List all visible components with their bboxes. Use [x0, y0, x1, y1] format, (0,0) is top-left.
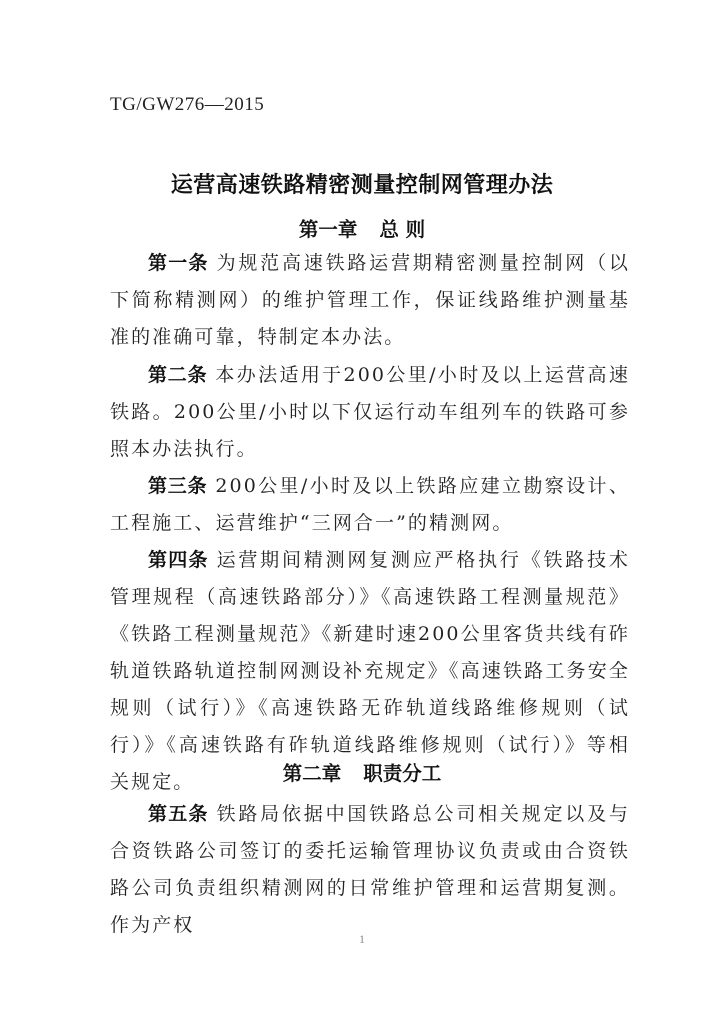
chapter-number: 第一章	[298, 218, 358, 241]
article-heading: 第四条	[148, 549, 209, 571]
article-text: 运营期间精测网复测应严格执行《铁路技术管理规程（高速铁路部分）》《高速铁路工程测量规范》《铁路工程测量规范》《新建时速200公里客货共线有砟轨道铁路轨道控制网测设补充规定》《高速铁路工务安全规则（试行）》《高速铁路无砟轨道线路维修规则（试行）》《高速铁路有砟轨道线路维修规则（试行）》等相关规定。	[110, 549, 630, 793]
document-code: TG/GW276—2015	[110, 94, 265, 115]
article-heading: 第三条	[148, 475, 208, 497]
chapter-number: 第二章	[282, 762, 342, 785]
article-paragraph	[110, 796, 630, 944]
article-text: 为规范高速铁路运营期精密测量控制网（以下简称精测网）的维护管理工作，保证线路维护测量基准的准确可靠，特制定本办法。	[110, 252, 630, 348]
chapter-heading	[0, 758, 724, 786]
article-paragraph	[110, 245, 630, 356]
article-text: 200公里/小时及以上铁路应建立勘察设计、工程施工、运营维护“三网合一”的精测网。	[110, 475, 630, 534]
article-paragraph	[110, 468, 630, 542]
article-heading: 第五条	[148, 803, 209, 825]
chapter-heading	[0, 214, 724, 242]
article-text: 铁路局依据中国铁路总公司相关规定以及与合资铁路公司签订的委托运输管理协议负责或由合资铁路公司负责组织精测网的日常维护管理和运营期复测。作为产权	[110, 803, 630, 936]
document-title: 运营高速铁路精密测量控制网管理办法	[170, 173, 554, 198]
article-heading: 第一条	[148, 252, 209, 274]
chapter-name: 职责分工	[363, 762, 442, 785]
article-paragraph	[110, 357, 630, 468]
page-number: 1	[359, 932, 365, 946]
article-text: 本办法适用于200公里/小时及以上运营高速铁路。200公里/小时以下仅运行动车组列车的铁路可参照本办法执行。	[110, 364, 630, 460]
article-heading: 第二条	[148, 364, 208, 386]
chapter-name: 总 则	[379, 218, 426, 241]
